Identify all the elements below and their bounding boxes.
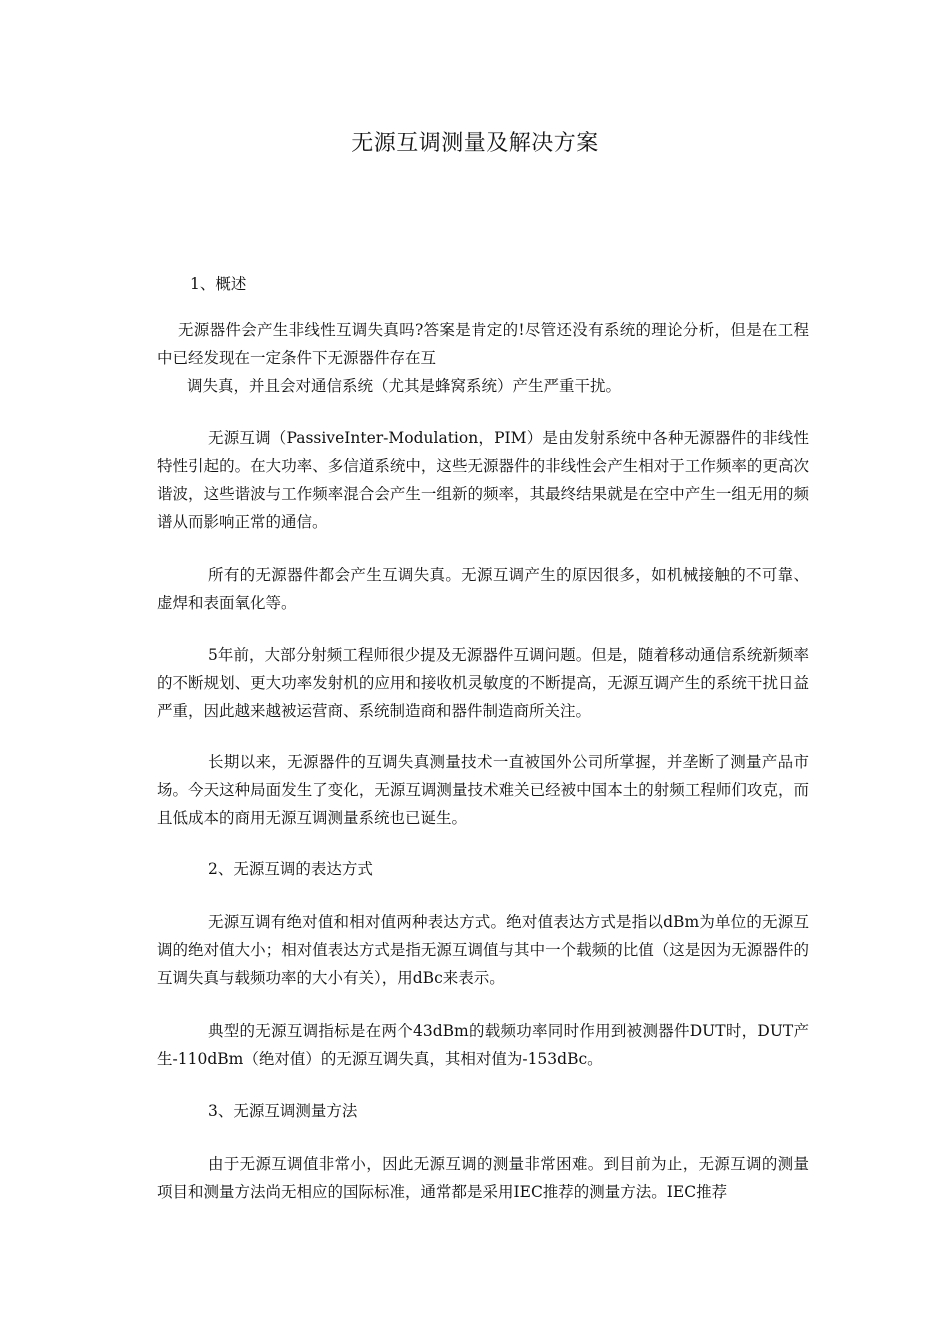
section-heading-overview: 1、概述 <box>190 275 247 293</box>
paragraph-typical-spec: 典型的无源互调指标是在两个43dBm的载频功率同时作用到被测器件DUT时，DUT产生-110dBm（绝对值）的无源互调失真，其相对值为-153dBc。 <box>157 1022 809 1068</box>
section-heading-measurement: 3、无源互调测量方法 <box>208 1102 358 1120</box>
document-title: 无源互调测量及解决方案 <box>351 131 599 156</box>
paragraph-intro-continued: 调失真，并且会对通信系统（尤其是蜂窝系统）产生严重干扰。 <box>187 377 622 395</box>
paragraph-pim-history: 5年前，大部分射频工程师很少提及无源器件互调问题。但是，随着移动通信系统新频率的不断规划、更大功率发射机的应用和接收机灵敏度的不断提高，无源互调产生的系统干扰日益严重，因此越来越被运营商、系统制造商和器件制造商所关注。 <box>157 646 809 720</box>
paragraph-pim-definition: 无源互调（PassiveInter-Modulation，PIM）是由发射系统中各种无源器件的非线性特性引起的。在大功率、多信道系统中，这些无源器件的非线性会产生相对于工作频率的更高次谐波，这些谐波与工作频率混合会产生一组新的频率，其最终结果就是在空中产生一组无用的频谱从而影响正常的通信。 <box>157 429 809 531</box>
paragraph-measurement: 由于无源互调值非常小，因此无源互调的测量非常困难。到目前为止，无源互调的测量项目和测量方法尚无相应的国际标准，通常都是采用IEC推荐的测量方法。IEC推荐 <box>157 1155 809 1201</box>
paragraph-expression: 无源互调有绝对值和相对值两种表达方式。绝对值表达方式是指以dBm为单位的无源互调的绝对值大小；相对值表达方式是指无源互调值与其中一个载频的比值（这是因为无源器件的互调失真与载频功率的大小有关），用dBc来表示。 <box>157 913 809 987</box>
paragraph-intro: 无源器件会产生非线性互调失真吗?答案是肯定的!尽管还没有系统的理论分析，但是在工程中已经发现在一定条件下无源器件存在互 <box>157 321 809 367</box>
paragraph-pim-causes: 所有的无源器件都会产生互调失真。无源互调产生的原因很多，如机械接触的不可靠、虚焊和表面氧化等。 <box>157 566 809 612</box>
paragraph-pim-market: 长期以来，无源器件的互调失真测量技术一直被国外公司所掌握，并垄断了测量产品市场。今天这种局面发生了变化，无源互调测量技术难关已经被中国本土的射频工程师们攻克，而且低成本的商用无源互调测量系统也已诞生。 <box>157 753 809 827</box>
section-heading-expression: 2、无源互调的表达方式 <box>208 860 373 878</box>
